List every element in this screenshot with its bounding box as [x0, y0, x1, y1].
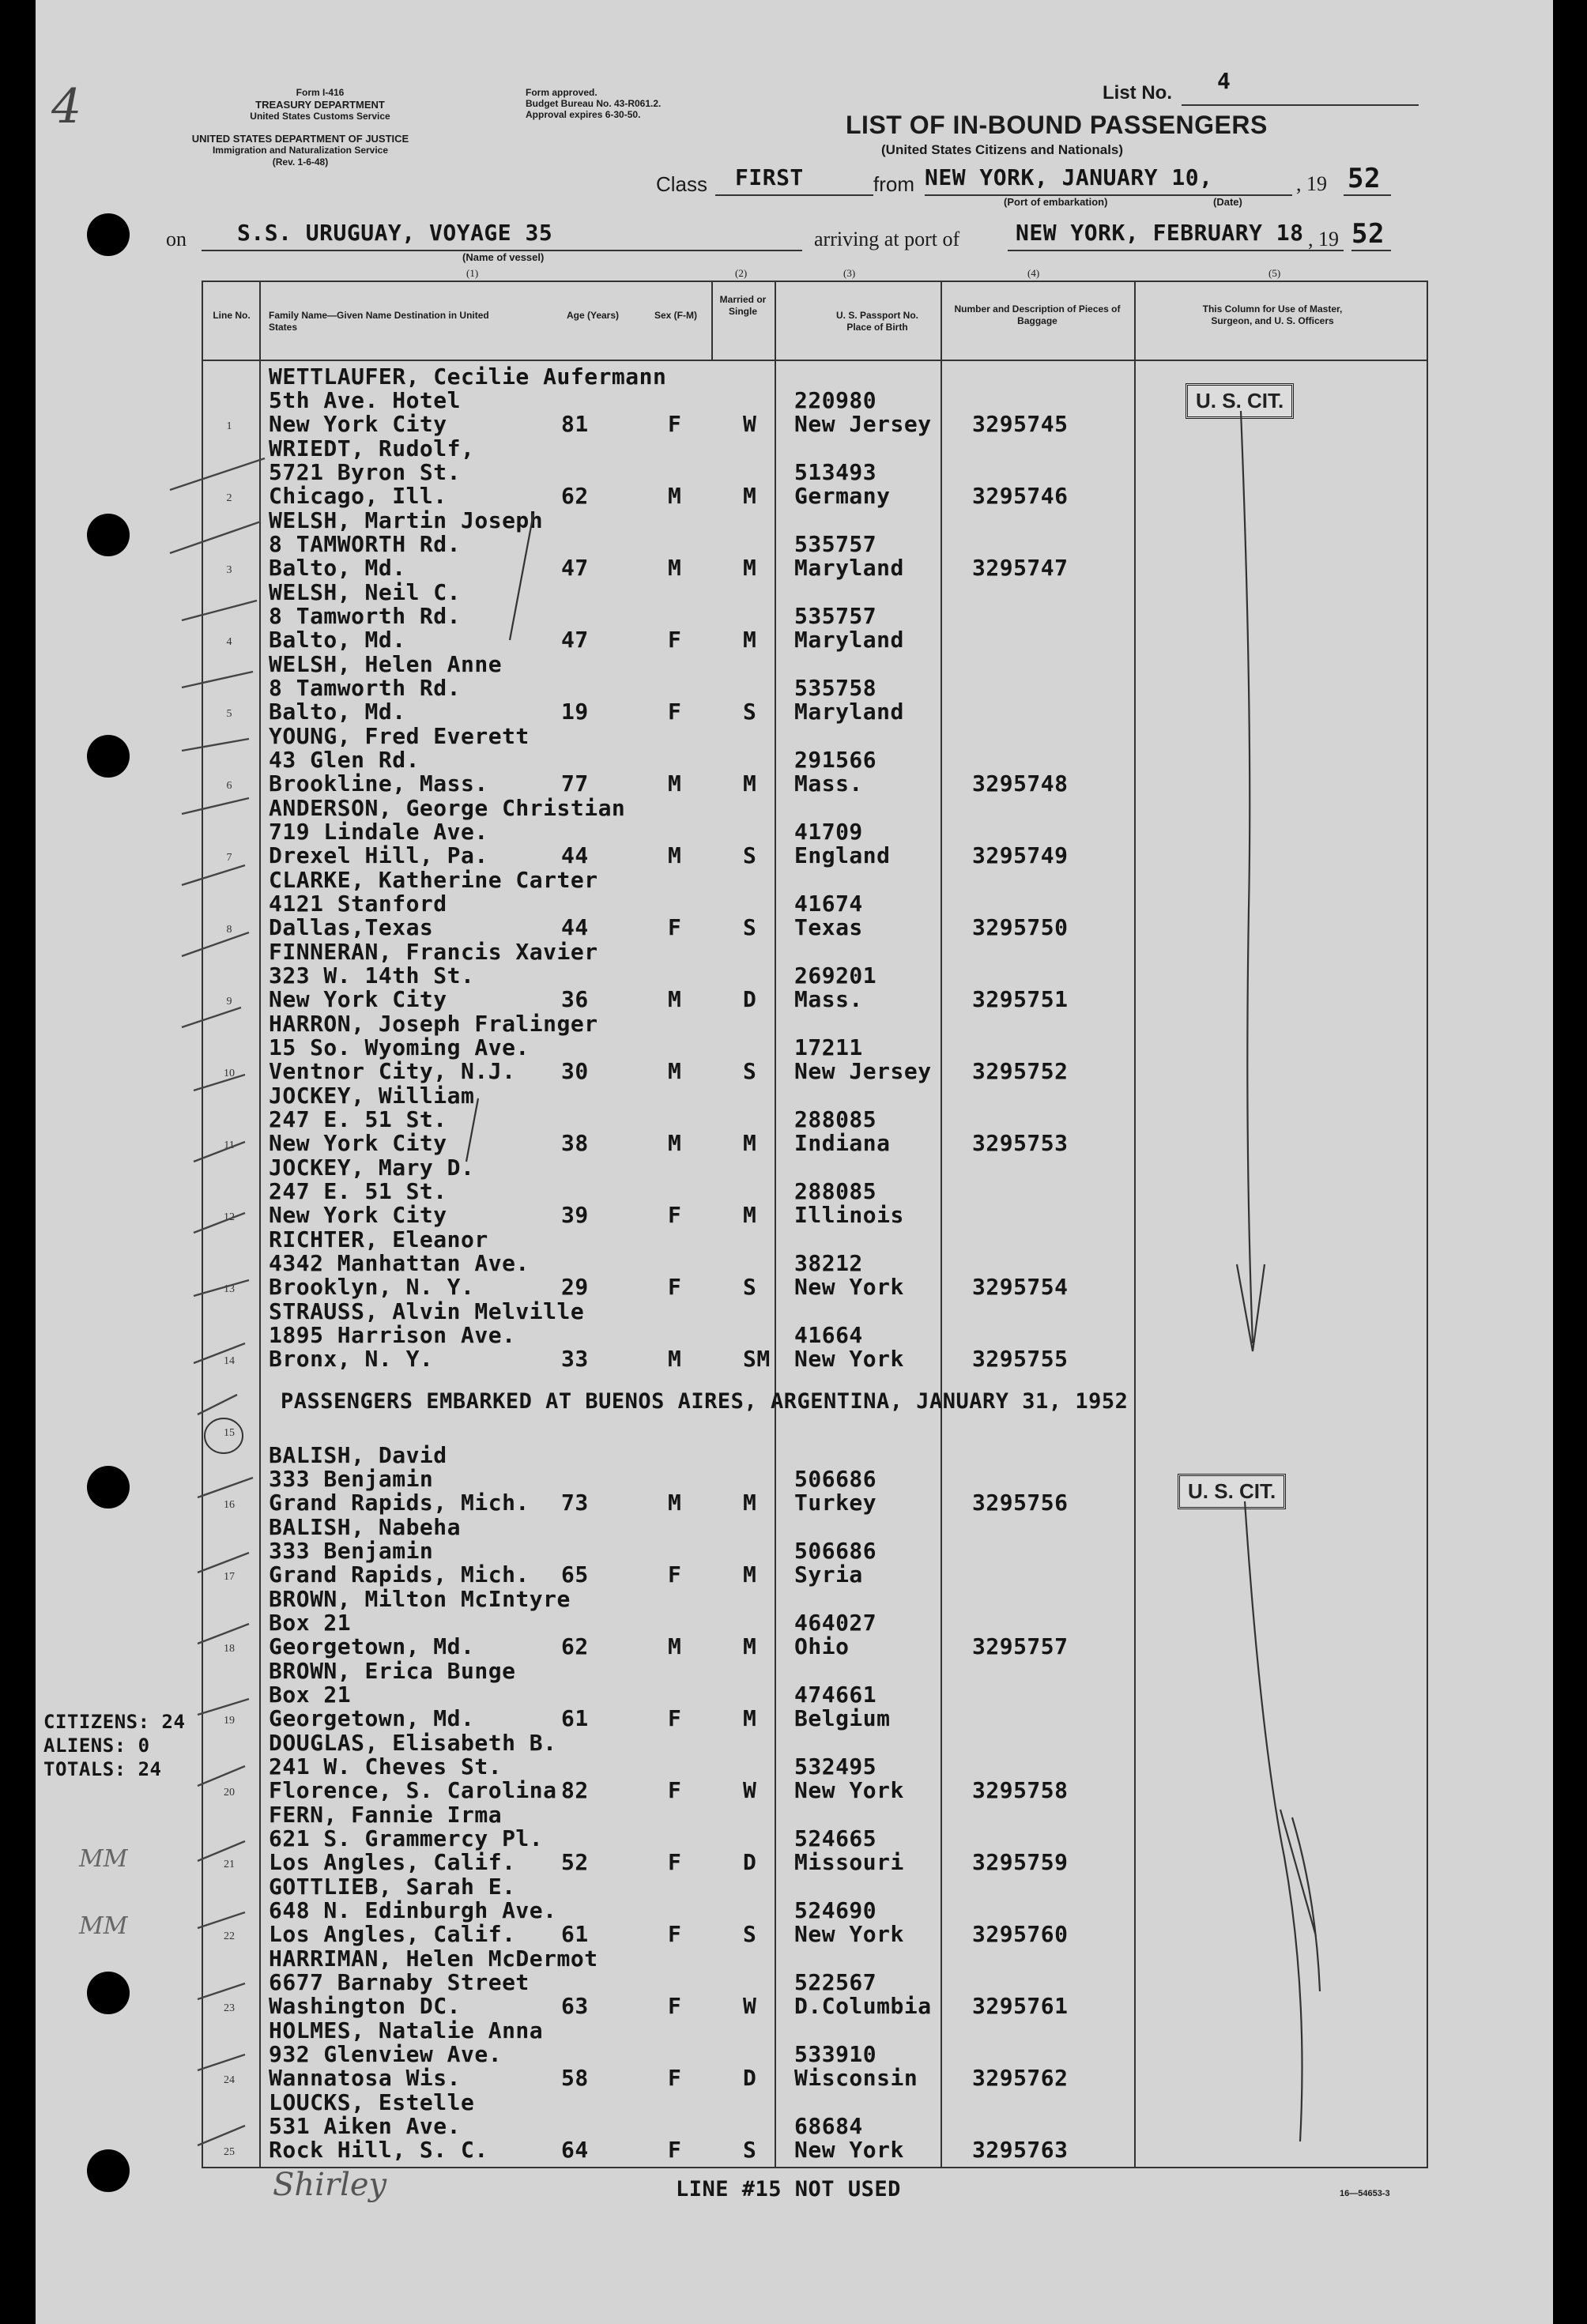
passenger-city: Grand Rapids, Mich.: [269, 1490, 530, 1516]
passenger-address: 8 TAMWORTH Rd.: [269, 531, 462, 557]
line-number: 16: [224, 1499, 235, 1511]
baggage-number: 3295754: [972, 1274, 1069, 1300]
passenger-age: 62: [561, 483, 589, 509]
passenger-age: 39: [561, 1202, 589, 1228]
place-of-birth: Belgium: [794, 1705, 891, 1731]
passport-number: 474661: [794, 1682, 877, 1708]
citizens-total: CITIZENS: 24: [43, 1711, 186, 1733]
place-of-birth: Mass.: [794, 770, 863, 797]
form-number: Form I-416: [296, 87, 345, 98]
place-of-birth: Ohio: [794, 1633, 850, 1659]
passenger-sex: F: [668, 1274, 682, 1300]
passenger-age: 58: [561, 2065, 589, 2091]
place-of-birth: England: [794, 842, 891, 868]
passenger-age: 61: [561, 1705, 589, 1731]
passenger-sex: M: [668, 842, 682, 868]
passport-number: 269201: [794, 962, 877, 989]
place-of-birth: Wisconsin: [794, 2065, 918, 2091]
line-number: 19: [224, 1715, 235, 1727]
passenger-sex: F: [668, 914, 682, 940]
doj-line-3: (Rev. 1-6-48): [272, 156, 329, 168]
passport-number: 522567: [794, 1969, 877, 1995]
passenger-address: 323 W. 14th St.: [269, 962, 475, 989]
passenger-city: Dallas,Texas: [269, 914, 434, 940]
passenger-age: 30: [561, 1058, 589, 1084]
passport-number: 524690: [794, 1897, 877, 1923]
passenger-sex: M: [668, 770, 682, 797]
passport-number: 38212: [794, 1250, 863, 1276]
passenger-sex: F: [668, 627, 682, 653]
passport-number: 532495: [794, 1753, 877, 1780]
hdr-age: Age (Years): [566, 310, 620, 321]
passenger-name: DOUGLAS, Elisabeth B.: [269, 1730, 557, 1756]
line-number: 22: [224, 1930, 235, 1942]
passenger-name: GOTTLIEB, Sarah E.: [269, 1874, 516, 1900]
passenger-sex: F: [668, 1777, 682, 1803]
place-of-birth: New York: [794, 2137, 904, 2163]
passenger-sex: M: [668, 1633, 682, 1659]
passport-number: 535757: [794, 531, 877, 557]
marital-status: SM: [743, 1346, 771, 1372]
line-number: 1: [226, 420, 232, 432]
passenger-name: BROWN, Erica Bunge: [269, 1658, 516, 1684]
passenger-name: HARRIMAN, Helen McDermot: [269, 1945, 598, 1972]
us-citizen-stamp: U. S. CIT.: [1178, 1474, 1286, 1509]
marital-status: D: [743, 986, 757, 1012]
place-of-birth: New York: [794, 1274, 904, 1300]
passenger-city: Rock Hill, S. C.: [269, 2137, 488, 2163]
baggage-number: 3295759: [972, 1849, 1069, 1875]
passenger-sex: F: [668, 1202, 682, 1228]
passenger-city: Bronx, N. Y.: [269, 1346, 434, 1372]
passenger-address: Box 21: [269, 1610, 352, 1636]
passenger-name: RICHTER, Eleanor: [269, 1226, 488, 1252]
passenger-sex: F: [668, 2065, 682, 2091]
passenger-sex: F: [668, 411, 682, 437]
passenger-age: 81: [561, 411, 589, 437]
passenger-age: 63: [561, 1993, 589, 2019]
place-of-birth: New York: [794, 1777, 904, 1803]
passenger-age: 44: [561, 914, 589, 940]
line-number: 24: [224, 2074, 235, 2086]
marital-status: M: [743, 555, 757, 581]
arriving-label: arriving at port of: [814, 228, 960, 250]
port-caption: (Port of embarkation): [1004, 196, 1108, 208]
place-of-birth: D.Columbia: [794, 1993, 932, 2019]
passenger-address: 8 Tamworth Rd.: [269, 603, 462, 629]
passenger-sex: M: [668, 1130, 682, 1156]
passenger-city: New York City: [269, 1202, 447, 1228]
year-2: 52: [1351, 218, 1385, 250]
passport-number: 17211: [794, 1034, 863, 1060]
passenger-city: Los Angles, Calif.: [269, 1849, 516, 1875]
line-number: 18: [224, 1643, 235, 1655]
line-number: 17: [224, 1571, 235, 1583]
vessel-caption: (Name of vessel): [462, 251, 545, 263]
passport-number: 464027: [794, 1610, 877, 1636]
place-of-birth: Syria: [794, 1561, 863, 1588]
place-of-birth: Germany: [794, 483, 891, 509]
passenger-age: 36: [561, 986, 589, 1012]
baggage-number: 3295750: [972, 914, 1069, 940]
passenger-name: WETTLAUFER, Cecilie Aufermann: [269, 363, 667, 390]
passenger-name: BALISH, Nabeha: [269, 1514, 462, 1540]
passport-number: 535757: [794, 603, 877, 629]
passenger-name: CLARKE, Katherine Carter: [269, 867, 598, 893]
from-value: NEW YORK, JANUARY 10,: [925, 164, 1213, 190]
passenger-name: BROWN, Milton McIntyre: [269, 1586, 571, 1612]
date-caption: (Date): [1213, 196, 1242, 208]
check-marks: [36, 0, 1553, 2324]
marital-status: W: [743, 411, 757, 437]
passport-number: 288085: [794, 1106, 877, 1132]
year-prefix-2: , 19: [1308, 228, 1339, 250]
baggage-number: 3295745: [972, 411, 1069, 437]
marital-status: D: [743, 2065, 757, 2091]
marital-status: S: [743, 842, 757, 868]
marital-status: M: [743, 1705, 757, 1731]
hdr-line-no: Line No.: [213, 310, 251, 321]
doj-line-1: UNITED STATES DEPARTMENT OF JUSTICE: [191, 133, 409, 145]
baggage-number: 3295747: [972, 555, 1069, 581]
form-subtitle: (United States Citizens and Nationals): [881, 142, 1124, 157]
passenger-city: Ventnor City, N.J.: [269, 1058, 516, 1084]
passenger-name: FINNERAN, Francis Xavier: [269, 939, 598, 965]
baggage-number: 3295749: [972, 842, 1069, 868]
colnum-4: (4): [1027, 267, 1040, 279]
marital-status: M: [743, 1561, 757, 1588]
arrival-port-date: NEW YORK, FEBRUARY 18: [1016, 220, 1304, 246]
class-value: FIRST: [735, 164, 804, 190]
line-number: 8: [226, 924, 232, 936]
passenger-name: LOUCKS, Estelle: [269, 2089, 475, 2115]
passenger-age: 61: [561, 1921, 589, 1947]
passenger-sex: F: [668, 1921, 682, 1947]
passenger-city: Georgetown, Md.: [269, 1633, 475, 1659]
hdr-officers: This Column for Use of Master, Surgeon, and U. S. Officers: [1202, 303, 1343, 326]
marital-status: S: [743, 699, 757, 725]
passenger-name: JOCKEY, William: [269, 1083, 475, 1109]
margin-initials: MM: [79, 1912, 128, 1940]
marital-status: S: [743, 914, 757, 940]
passenger-city: Washington DC.: [269, 1993, 462, 2019]
passenger-name: BALISH, David: [269, 1442, 447, 1468]
line-number: 14: [224, 1355, 235, 1367]
passport-number: 506686: [794, 1466, 877, 1492]
passenger-address: 719 Lindale Ave.: [269, 819, 488, 845]
passenger-city: Wannatosa Wis.: [269, 2065, 462, 2091]
passenger-name: WELSH, Neil C.: [269, 579, 462, 605]
passenger-age: 47: [561, 627, 589, 653]
hdr-baggage: Number and Description of Pieces of Baggage: [954, 303, 1121, 326]
place-of-birth: Illinois: [794, 1202, 904, 1228]
year-1: 52: [1348, 163, 1381, 194]
passenger-age: 52: [561, 1849, 589, 1875]
passenger-name: YOUNG, Fred Everett: [269, 723, 530, 749]
passport-number: 533910: [794, 2041, 877, 2067]
on-label: on: [166, 228, 187, 250]
passenger-age: 44: [561, 842, 589, 868]
marital-status: M: [743, 1202, 757, 1228]
marital-status: S: [743, 2137, 757, 2163]
passenger-sex: M: [668, 1058, 682, 1084]
us-citizen-stamp: U. S. CIT.: [1186, 383, 1294, 419]
place-of-birth: New York: [794, 1346, 904, 1372]
passenger-address: 6677 Barnaby Street: [269, 1969, 530, 1995]
passenger-age: 62: [561, 1633, 589, 1659]
grand-total: TOTALS: 24: [43, 1758, 162, 1780]
passenger-city: Grand Rapids, Mich.: [269, 1561, 530, 1588]
customs-service: United States Customs Service: [250, 111, 390, 122]
passenger-city: New York City: [269, 411, 447, 437]
passenger-address: 531 Aiken Ave.: [269, 2113, 462, 2139]
passenger-name: HARRON, Joseph Fralinger: [269, 1011, 598, 1037]
baggage-number: 3295752: [972, 1058, 1069, 1084]
marital-status: S: [743, 1058, 757, 1084]
form-title: LIST OF IN-BOUND PASSENGERS: [846, 111, 1268, 139]
marital-status: M: [743, 627, 757, 653]
passport-number: 288085: [794, 1178, 877, 1204]
passenger-city: Balto, Md.: [269, 627, 406, 653]
passenger-city: New York City: [269, 1130, 447, 1156]
passenger-address: 333 Benjamin: [269, 1466, 434, 1492]
passenger-name: WRIEDT, Rudolf,: [269, 435, 475, 461]
baggage-number: 3295746: [972, 483, 1069, 509]
margin-initials: MM: [79, 1845, 128, 1873]
list-no-label: List No.: [1103, 82, 1172, 104]
passport-number: 41674: [794, 891, 863, 917]
passport-number: 220980: [794, 387, 877, 413]
line-number: 25: [224, 2146, 235, 2158]
passenger-name: WELSH, Martin Joseph: [269, 507, 544, 533]
passenger-age: 64: [561, 2137, 589, 2163]
passenger-city: New York City: [269, 986, 447, 1012]
marital-status: M: [743, 1130, 757, 1156]
section-heading: PASSENGERS EMBARKED AT BUENOS AIRES, ARGENTINA, JANUARY 31, 1952: [281, 1389, 1129, 1414]
hdr-name: Family Name—Given Name Destination in United States: [269, 310, 489, 333]
place-of-birth: New Jersey: [794, 1058, 932, 1084]
marital-status: D: [743, 1849, 757, 1875]
line-number: 9: [226, 996, 232, 1008]
marital-status: S: [743, 1274, 757, 1300]
passenger-address: 247 E. 51 St.: [269, 1106, 447, 1132]
passenger-address: 1895 Harrison Ave.: [269, 1322, 516, 1348]
list-no-value: 4: [1217, 68, 1231, 94]
line-number: 6: [226, 780, 232, 792]
passenger-address: 43 Glen Rd.: [269, 747, 420, 773]
passenger-name: JOCKEY, Mary D.: [269, 1154, 475, 1181]
baggage-number: 3295751: [972, 986, 1069, 1012]
passport-number: 291566: [794, 747, 877, 773]
passenger-sex: F: [668, 1849, 682, 1875]
from-label: from: [873, 172, 914, 196]
passenger-age: 19: [561, 699, 589, 725]
passenger-city: Balto, Md.: [269, 555, 406, 581]
passenger-address: 333 Benjamin: [269, 1538, 434, 1564]
place-of-birth: New York: [794, 1921, 904, 1947]
line-number: 12: [224, 1211, 235, 1223]
line-number: 13: [224, 1283, 235, 1295]
passenger-city: Florence, S. Carolina: [269, 1777, 557, 1803]
line-number: 20: [224, 1787, 235, 1799]
passenger-age: 82: [561, 1777, 589, 1803]
passenger-address: 241 W. Cheves St.: [269, 1753, 503, 1780]
line-number: 10: [224, 1068, 235, 1079]
line-number: 21: [224, 1859, 235, 1870]
passenger-sex: F: [668, 699, 682, 725]
passenger-sex: M: [668, 555, 682, 581]
passenger-name: WELSH, Helen Anne: [269, 651, 503, 677]
passenger-sex: F: [668, 1993, 682, 2019]
hdr-married: Married or Single: [719, 294, 767, 317]
colnum-5: (5): [1268, 267, 1281, 279]
place-of-birth: Texas: [794, 914, 863, 940]
passenger-sex: F: [668, 1705, 682, 1731]
marital-status: M: [743, 1490, 757, 1516]
passenger-age: 73: [561, 1490, 589, 1516]
place-of-birth: Maryland: [794, 627, 904, 653]
line-number: 5: [226, 708, 232, 720]
hdr-passport: U. S. Passport No. Place of Birth: [835, 310, 919, 333]
passenger-address: 4342 Manhattan Ave.: [269, 1250, 530, 1276]
passenger-address: 621 S. Grammercy Pl.: [269, 1825, 544, 1851]
passenger-name: HOLMES, Natalie Anna: [269, 2017, 544, 2043]
line-number: 3: [226, 564, 232, 576]
passenger-city: Brookline, Mass.: [269, 770, 488, 797]
marital-status: M: [743, 1633, 757, 1659]
line-number: 4: [226, 636, 232, 648]
passport-number: 524665: [794, 1825, 877, 1851]
passenger-city: Balto, Md.: [269, 699, 406, 725]
passport-number: 41664: [794, 1322, 863, 1348]
approval-1: Form approved.: [526, 87, 597, 98]
passenger-city: Drexel Hill, Pa.: [269, 842, 488, 868]
line-15-note: LINE #15 NOT USED: [676, 2177, 901, 2202]
passenger-city: Los Angles, Calif.: [269, 1921, 516, 1947]
baggage-number: 3295753: [972, 1130, 1069, 1156]
baggage-number: 3295755: [972, 1346, 1069, 1372]
line-number: 23: [224, 2002, 235, 2014]
place-of-birth: Maryland: [794, 555, 904, 581]
passport-number: 506686: [794, 1538, 877, 1564]
baggage-number: 3295763: [972, 2137, 1069, 2163]
marital-status: S: [743, 1921, 757, 1947]
passenger-address: Box 21: [269, 1682, 352, 1708]
marital-status: M: [743, 483, 757, 509]
baggage-number: 3295748: [972, 770, 1069, 797]
passenger-name: ANDERSON, George Christian: [269, 795, 626, 821]
place-of-birth: Mass.: [794, 986, 863, 1012]
vessel-name: S.S. URUGUAY, VOYAGE 35: [237, 220, 553, 246]
form-code: 16—54653-3: [1340, 2189, 1390, 2198]
passenger-address: 4121 Stanford: [269, 891, 447, 917]
passenger-age: 47: [561, 555, 589, 581]
passenger-sex: F: [668, 2137, 682, 2163]
passenger-city: Brooklyn, N. Y.: [269, 1274, 475, 1300]
line-number: 7: [226, 852, 232, 864]
colnum-1: (1): [466, 267, 479, 279]
approval-3: Approval expires 6-30-50.: [526, 109, 641, 120]
baggage-number: 3295762: [972, 2065, 1069, 2091]
passenger-city: Georgetown, Md.: [269, 1705, 475, 1731]
passenger-name: STRAUSS, Alvin Melville: [269, 1298, 585, 1324]
passenger-age: 77: [561, 770, 589, 797]
officer-signature: Shirley: [273, 2167, 387, 2203]
passenger-age: 38: [561, 1130, 589, 1156]
passenger-address: 15 So. Wyoming Ave.: [269, 1034, 530, 1060]
place-of-birth: Missouri: [794, 1849, 904, 1875]
passport-number: 513493: [794, 459, 877, 485]
year-prefix-1: , 19: [1296, 172, 1327, 195]
passenger-age: 29: [561, 1274, 589, 1300]
passenger-city: Chicago, Ill.: [269, 483, 447, 509]
baggage-number: 3295757: [972, 1633, 1069, 1659]
colnum-2: (2): [735, 267, 748, 279]
baggage-number: 3295761: [972, 1993, 1069, 2019]
passenger-age: 33: [561, 1346, 589, 1372]
class-label: Class: [656, 172, 708, 196]
manifest-page: [36, 0, 1553, 2324]
passenger-age: 65: [561, 1561, 589, 1588]
passport-number: 68684: [794, 2113, 863, 2139]
passport-number: 535758: [794, 675, 877, 701]
place-of-birth: New Jersey: [794, 411, 932, 437]
passenger-sex: M: [668, 986, 682, 1012]
place-of-birth: Turkey: [794, 1490, 877, 1516]
passenger-address: 5721 Byron St.: [269, 459, 462, 485]
baggage-number: 3295758: [972, 1777, 1069, 1803]
passenger-sex: F: [668, 1561, 682, 1588]
aliens-total: ALIENS: 0: [43, 1735, 150, 1757]
treasury-dept: TREASURY DEPARTMENT: [255, 99, 385, 111]
passport-number: 41709: [794, 819, 863, 845]
baggage-number: 3295756: [972, 1490, 1069, 1516]
passenger-sex: M: [668, 483, 682, 509]
passenger-address: 648 N. Edinburgh Ave.: [269, 1897, 557, 1923]
passenger-sex: M: [668, 1490, 682, 1516]
approval-2: Budget Bureau No. 43-R061.2.: [526, 98, 662, 109]
hdr-sex: Sex (F-M): [654, 310, 697, 321]
marital-status: W: [743, 1993, 757, 2019]
baggage-number: 3295760: [972, 1921, 1069, 1947]
place-of-birth: Maryland: [794, 699, 904, 725]
passenger-address: 8 Tamworth Rd.: [269, 675, 462, 701]
doj-line-2: Immigration and Naturalization Service: [212, 145, 389, 156]
passenger-name: FERN, Fannie Irma: [269, 1802, 503, 1828]
passenger-address: 5th Ave. Hotel: [269, 387, 462, 413]
marital-status: M: [743, 770, 757, 797]
passenger-address: 932 Glenview Ave.: [269, 2041, 503, 2067]
place-of-birth: Indiana: [794, 1130, 891, 1156]
line-number: 15: [224, 1427, 235, 1439]
passenger-address: 247 E. 51 St.: [269, 1178, 447, 1204]
colnum-3: (3): [843, 267, 856, 279]
passenger-sex: M: [668, 1346, 682, 1372]
marital-status: W: [743, 1777, 757, 1803]
line-number: 11: [224, 1139, 235, 1151]
line-number: 2: [226, 492, 232, 504]
handwritten-list-mark: 4: [51, 79, 82, 134]
